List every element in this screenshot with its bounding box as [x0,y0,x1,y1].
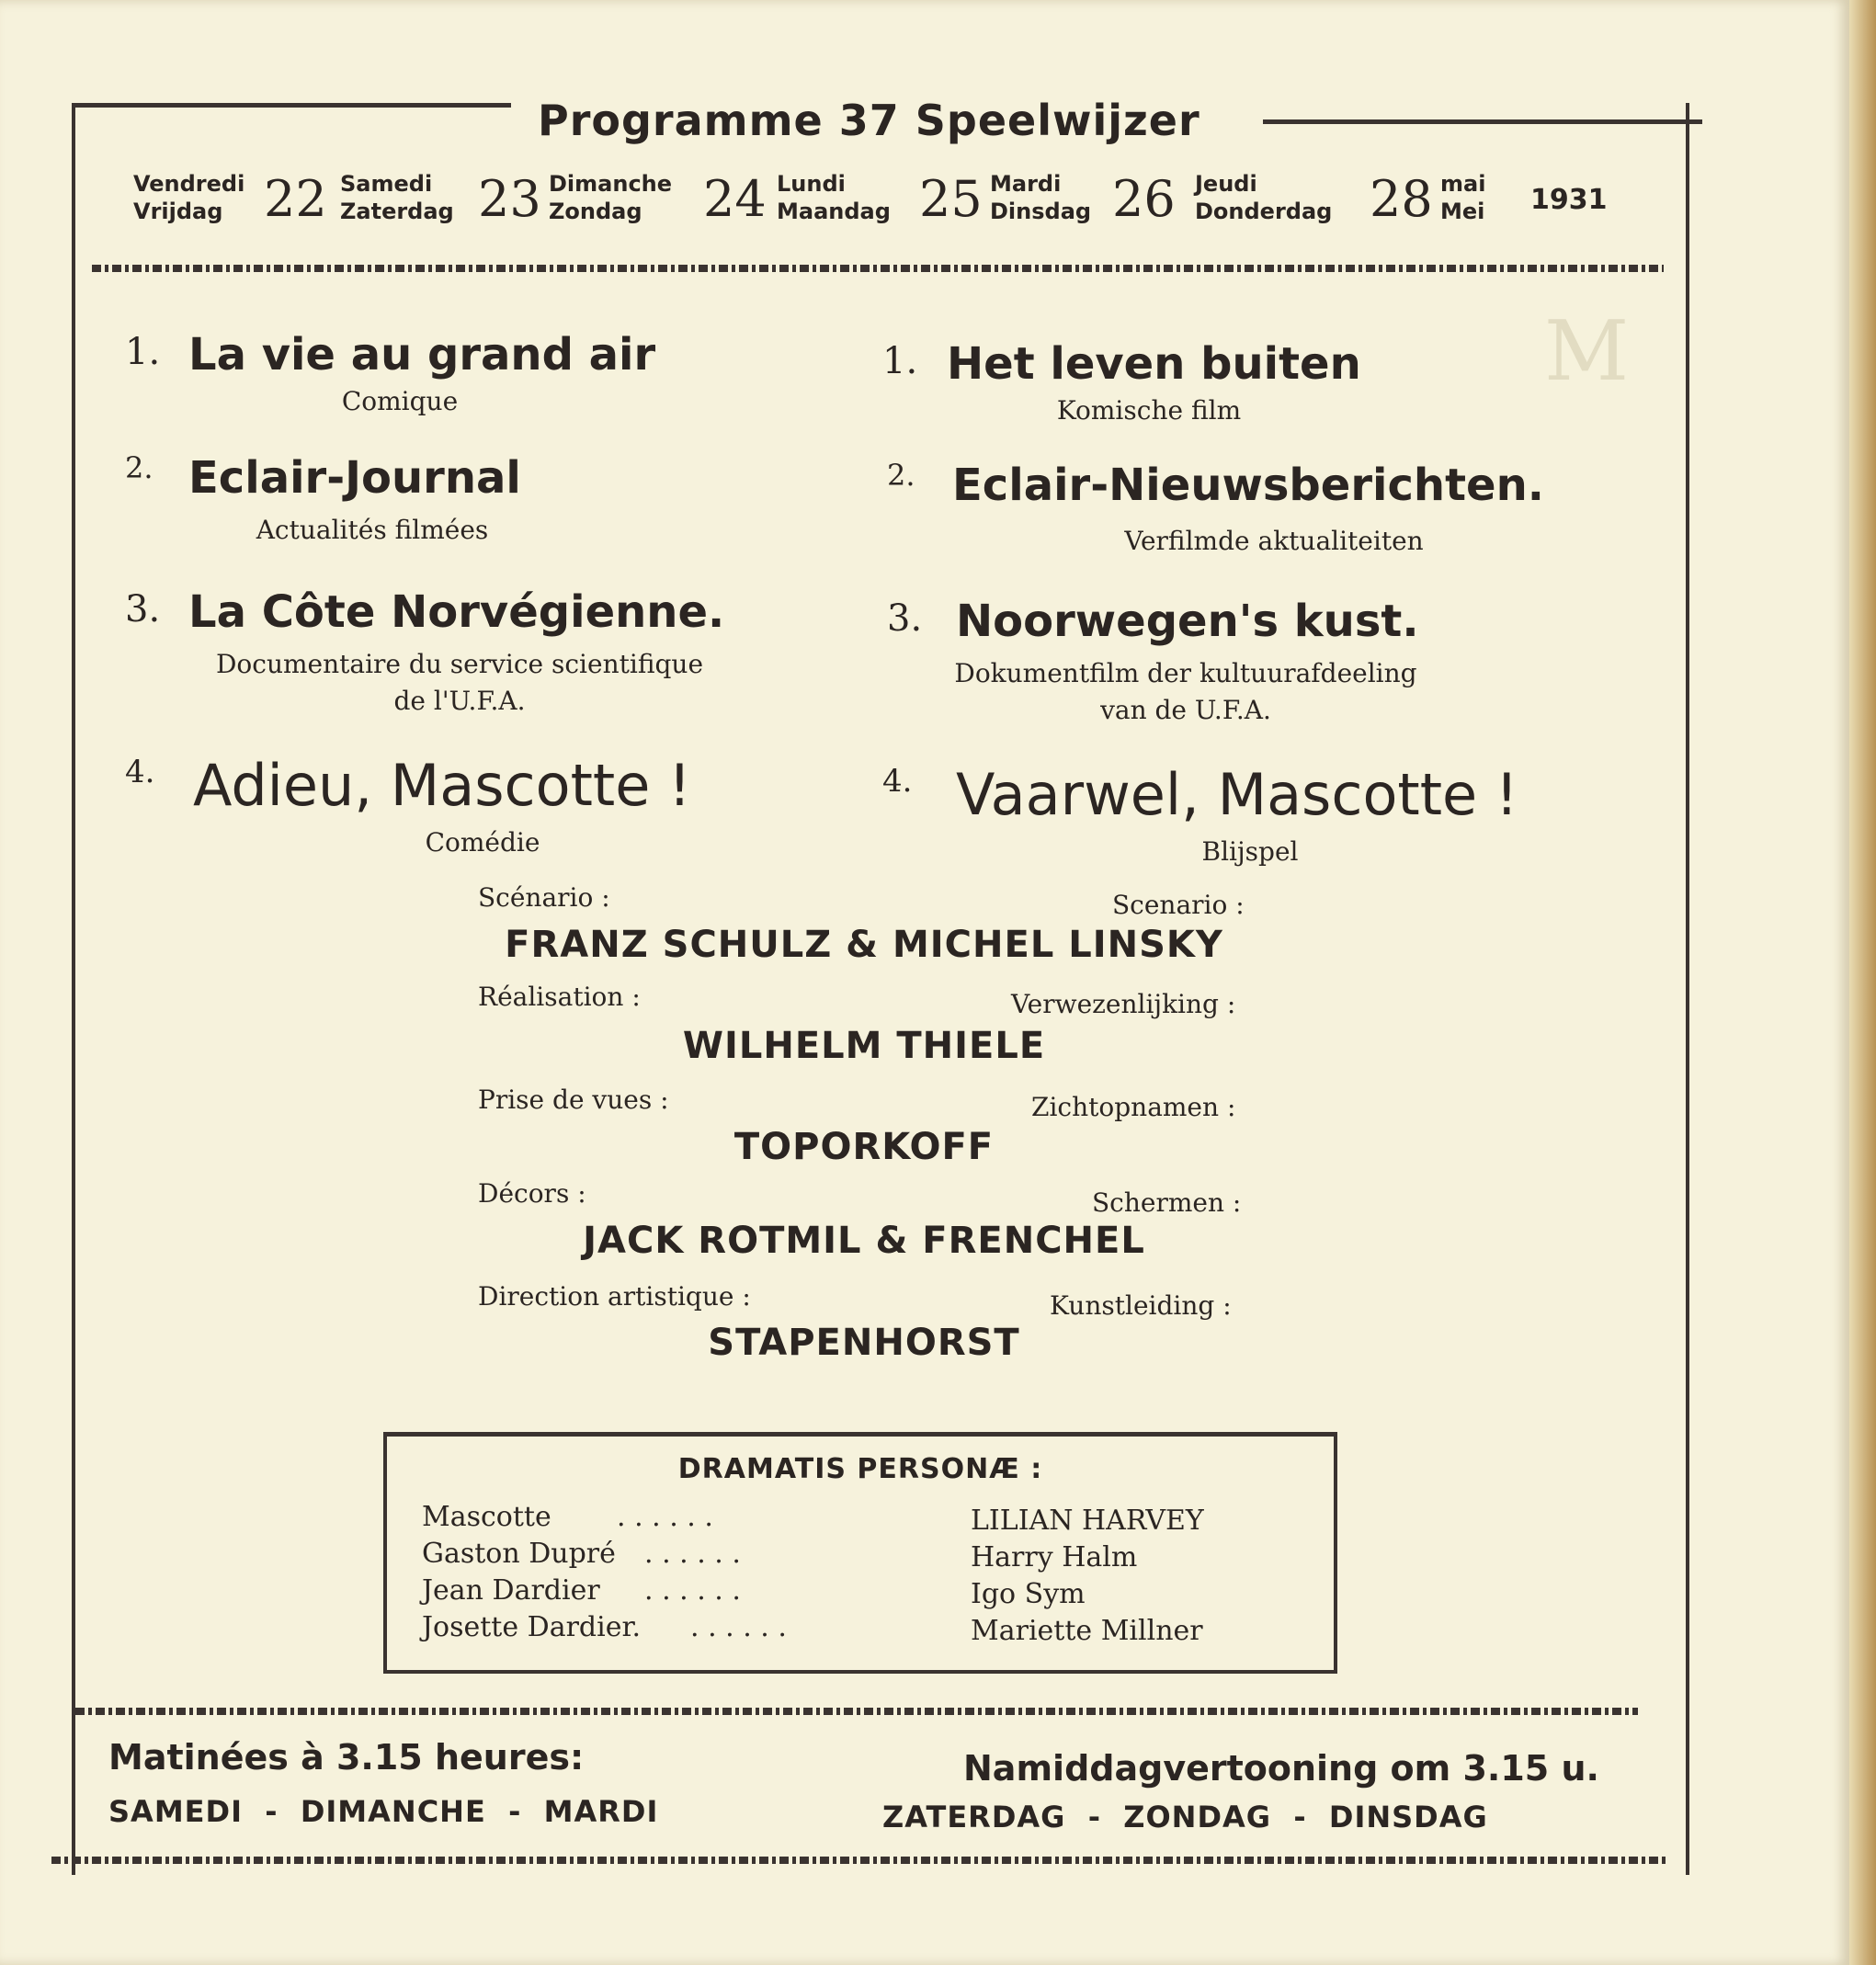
item-subtitle-fr: Documentaire du service scientifique [215,649,704,679]
item-subtitle-fr: Comique [341,386,459,416]
credit-label-nl: Zichtopnamen : [1031,1092,1236,1122]
ornamental-rule [92,265,1664,272]
day-number: 25 [919,170,983,228]
cast-heading: DRAMATIS PERSONÆ : [677,1453,1043,1485]
item-number: 4. [882,763,913,800]
credit-name: JACK ROTMIL & FRENCHEL [583,1220,1145,1262]
credit-label-fr: Décors : [478,1178,586,1209]
day-number: 22 [264,170,327,228]
cast-role: Josette Dardier. [422,1611,642,1643]
day-label-nl: Zaterdag [340,199,454,224]
item-number: 3. [887,597,923,640]
credit-label-nl: Scenario : [1112,890,1245,920]
page-edge [1849,0,1876,1965]
day-number: 26 [1112,170,1176,228]
day-label-fr: Mardi [990,171,1062,197]
watermark-m: M [1544,303,1630,400]
day-number: 24 [703,170,767,228]
ornamental-rule [75,1708,1638,1715]
cast-actor: Harry Halm [971,1541,1138,1573]
cast-actor: Igo Sym [971,1578,1086,1610]
item-title-nl: Eclair-Nieuwsberichten. [952,460,1544,511]
day-friday [133,170,244,225]
item-title-nl: Het leven buiten [947,338,1361,390]
item-subtitle-nl: Verfilmde aktualiteiten [1124,526,1424,556]
item-number: 1. [882,340,918,382]
footer-days-nl: ZATERDAG - ZONDAG - DINSDAG [882,1800,1488,1834]
item-subtitle-nl: Dokumentfilm der kultuurafdeeling [954,658,1417,688]
footer-matinee-nl: Namiddagvertooning om 3.15 u. [963,1748,1599,1789]
day-label-nl: Zondag [549,199,642,224]
day-number: 23 [478,170,541,228]
item-title-nl: Noorwegen's kust. [956,596,1419,647]
date-row [133,170,1641,244]
cast-actor: Mariette Millner [971,1615,1203,1647]
credit-name: WILHELM THIELE [682,1025,1046,1067]
item-subtitle-fr: Actualités filmées [256,515,489,545]
item-number: 1. [125,331,161,373]
item-title-fr: La vie au grand air [188,329,656,381]
cast-leader-dots: . . . . . . [690,1611,787,1643]
month [1440,170,1485,225]
cast-role: Mascotte [422,1501,551,1533]
item-number: 2. [887,458,915,493]
day-label-nl: Maandag [777,199,891,224]
day-label-nl: Dinsdag [990,199,1092,224]
item-subtitle-nl-2: van de U.F.A. [1100,695,1271,725]
day-tuesday [990,170,1091,225]
item-number: 3. [125,588,161,630]
credit-name: FRANZ SCHULZ & MICHEL LINSKY [505,924,1223,966]
item-subtitle-nl: Blijspel [1201,836,1299,867]
item-title-fr: Adieu, Mascotte ! [193,752,691,819]
day-number: 28 [1370,170,1433,228]
credit-name: TOPORKOFF [733,1126,995,1168]
credit-label-nl: Verwezenlijking : [1011,989,1236,1019]
item-subtitle-nl: Komische film [1056,395,1242,426]
item-subtitle-fr-2: de l'U.F.A. [393,686,526,716]
credit-label-nl: Schermen : [1092,1187,1242,1218]
item-subtitle-fr: Comédie [425,827,540,858]
footer-matinee-fr: Matinées à 3.15 heures: [108,1737,585,1778]
cast-leader-dots: . . . . . . [644,1574,741,1607]
day-sunday [549,170,672,225]
item-number: 2. [125,450,153,485]
day-label-fr: Samedi [340,171,433,197]
credit-label-fr: Prise de vues : [478,1085,669,1115]
credit-label-fr: Direction artistique : [478,1281,751,1312]
day-monday [777,170,891,225]
cast-role: Jean Dardier [422,1574,600,1607]
month-fr: mai [1440,171,1486,197]
cast-leader-dots: . . . . . . [644,1538,741,1570]
credit-label-nl: Kunstleiding : [1050,1290,1232,1321]
cast-box [383,1432,1337,1674]
cast-role: Gaston Dupré [422,1538,616,1570]
item-title-nl: Vaarwel, Mascotte ! [956,761,1518,828]
day-label-fr: Lundi [777,171,846,197]
day-label-nl: Donderdag [1195,199,1333,224]
day-label-nl: Vrijdag [133,199,223,224]
day-thursday [1195,170,1332,225]
item-title-fr: La Côte Norvégienne. [188,586,725,638]
day-label-fr: Jeudi [1195,171,1257,197]
footer-days-fr: SAMEDI - DIMANCHE - MARDI [108,1794,659,1829]
item-title-fr: Eclair-Journal [188,452,521,504]
cast-leader-dots: . . . . . . [617,1501,713,1533]
day-saturday [340,170,454,225]
credit-label-fr: Scénario : [478,882,610,913]
ornamental-rule-bottom [51,1857,1669,1864]
item-number: 4. [125,754,155,790]
programme-title: Programme 37 Speelwijzer [538,96,1200,145]
credit-name: STAPENHORST [708,1322,1020,1364]
year: 1931 [1530,184,1608,216]
day-label-fr: Vendredi [133,171,245,197]
cast-actor: LILIAN HARVEY [971,1505,1204,1537]
credit-label-fr: Réalisation : [478,982,641,1012]
month-nl: Mei [1440,199,1485,224]
day-label-fr: Dimanche [549,171,673,197]
